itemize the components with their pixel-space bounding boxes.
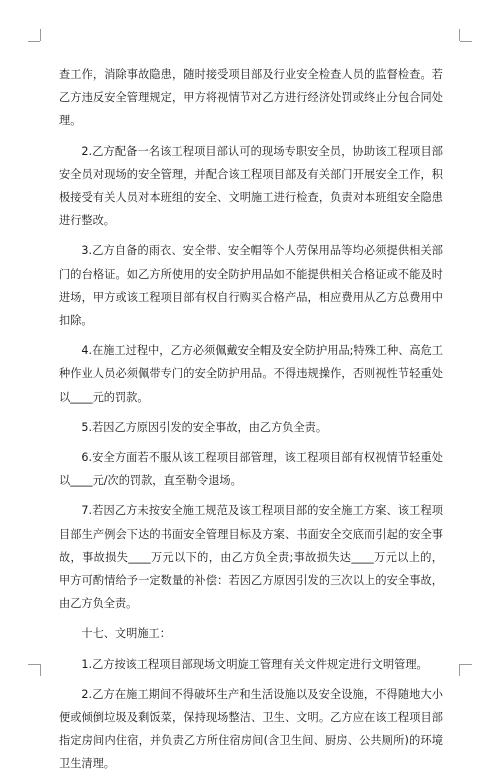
crop-mark-bottom-left <box>28 664 40 665</box>
crop-mark-top-left <box>40 29 41 41</box>
paragraph-item-2: 2.乙方配备一名该工程项目部认可的现场专职安全员，协助该工程项目部安全员对现场的安全管理，并配合该工程项目部及有关部门开展安全工作，积极接受有关人员对本班组的安全、文明施工进行检查，负责对本班组安全隐患进行整改。 <box>59 144 443 228</box>
document-body <box>59 63 443 776</box>
paragraph-item-6: 6.安全方面若不服从该工程项目部管理，该工程项目部有权视情节轻重处以____元/次的罚款，直至勒令退场。 <box>59 451 443 488</box>
paragraph-item-3: 3.乙方自备的雨衣、安全带、安全帽等个人劳保用品等均必须提供相关部门的台格证。如乙方所使用的安全防护用品如不能提供相关合格证或不能及时进场，甲方或该工程项目部有权自行购买合格产品，相应费用从乙方总费用中扣除。 <box>59 244 443 328</box>
crop-mark-bottom-right <box>459 664 460 676</box>
crop-mark-top-right <box>460 41 472 42</box>
paragraph-item-4: 4.在施工过程中，乙方必须佩戴安全帽及安全防护用品;特殊工种、高危工种作业人员必须佩带专门的安全防护用品。不得违规操作，否则视性节轻重处以____元的罚款。 <box>59 344 443 404</box>
paragraph-civil-2: 2.乙方在施工期间不得破坏生产和生活设施以及安全设施，不得随地大小便或倾倒垃圾及剩饭菜，保持现场整洁、卫生、文明。乙方应在该工程项目部指定房间内住宿，并负责乙方所住宿房间(含卫生间、厨房、公共厕所)的环境卫生清理。 <box>59 687 443 771</box>
crop-mark-top-left <box>28 41 40 42</box>
crop-mark-top-right <box>459 29 460 41</box>
paragraph-item-5: 5.若因乙方原因引发的安全事故，由乙方负全责。 <box>81 420 328 434</box>
crop-mark-bottom-right <box>460 664 472 665</box>
paragraph-continuation: 查工作，消除事故隐患，随时接受项目部及行业安全检查人员的监督检查。若乙方违反安全管理规定，甲方将视情节对乙方进行经济处罚或终止分包合同处理。 <box>59 68 443 128</box>
paragraph-item-7: 7.若因乙方未按安全施工规范及该工程项目部的安全施工方案、该工程项目部生产例会下达的书面安全管理目标及方案、书面安全交底而引起的安全事故，事故损失____万元以下的，由乙方负全责;事故损失达____万元以上的，甲方可酌情给予一定数量的补偿：若因乙方原因引发的三次以上的安全事故，由乙方负全责。 <box>59 504 443 611</box>
crop-mark-bottom-left <box>40 664 41 676</box>
paragraph-civil-1: 1.乙方按该工程项目部现场文明旋工管理有关文件规定进行文明管理。 <box>81 657 428 671</box>
section-heading: 十七、文明施工： <box>81 627 171 641</box>
